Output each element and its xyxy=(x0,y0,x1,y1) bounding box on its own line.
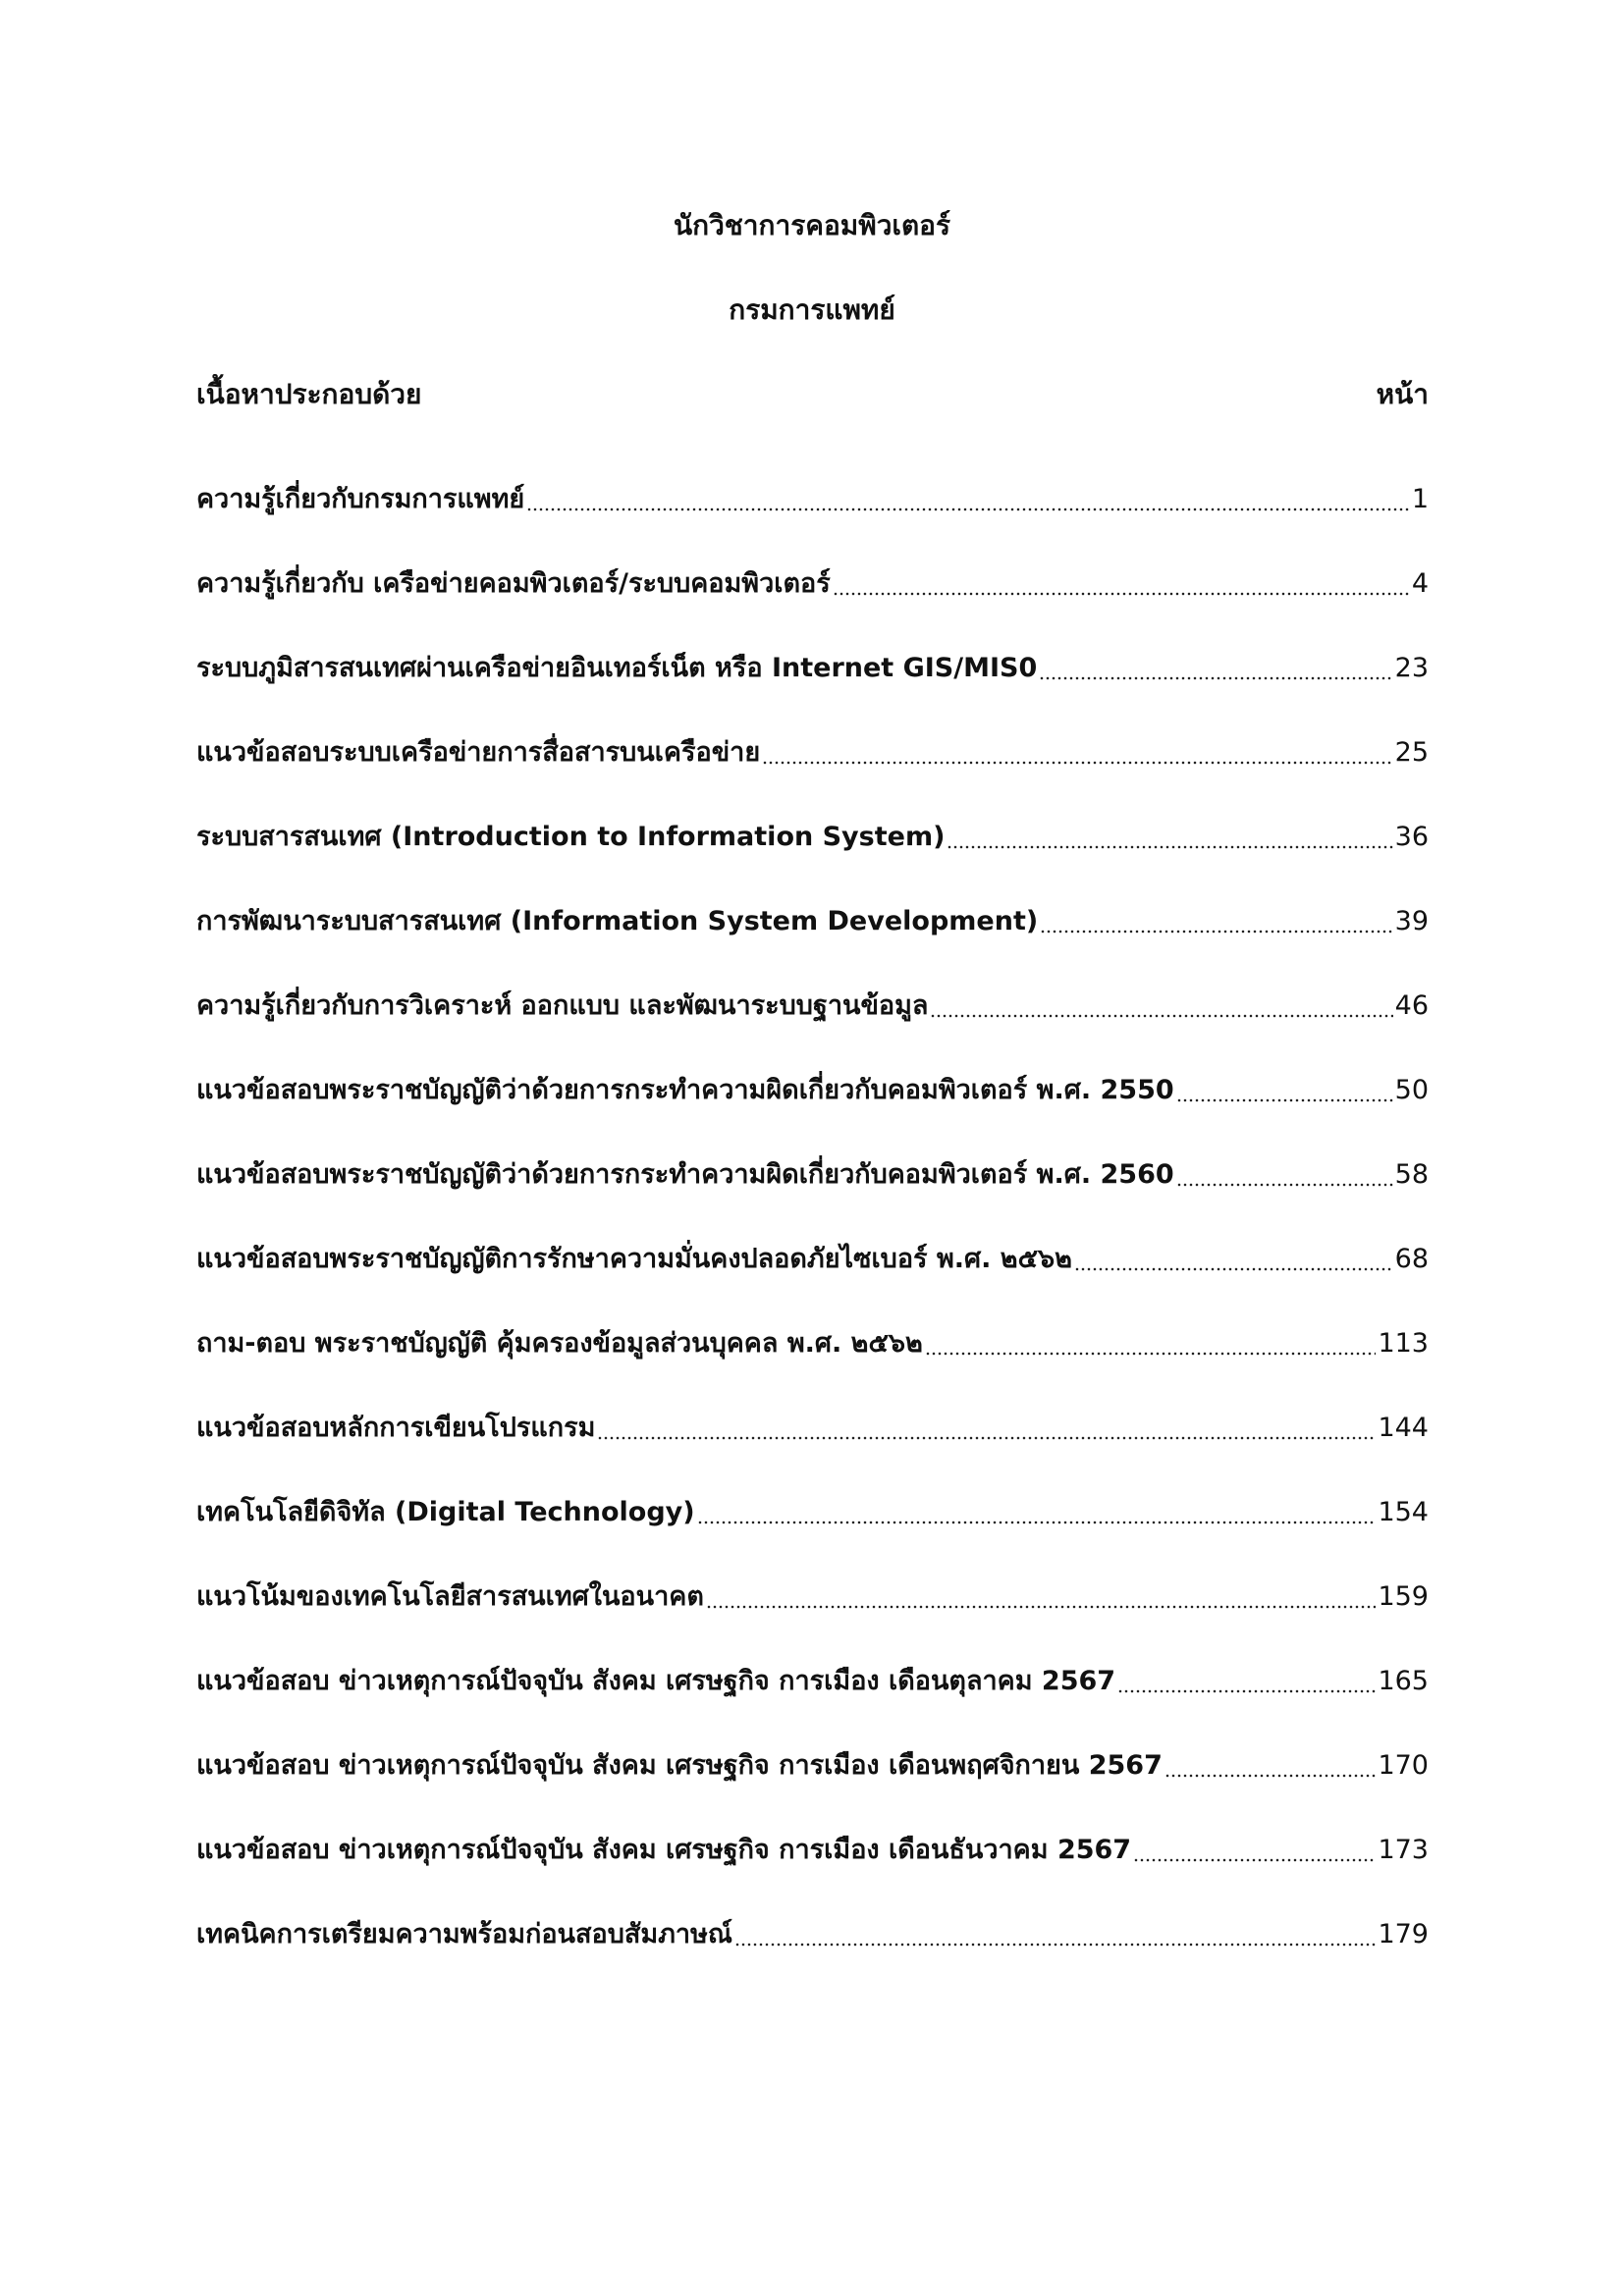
dot-leader xyxy=(1176,1182,1393,1188)
toc-entry-title: แนวข้อสอบ ข่าวเหตุการณ์ปัจจุบัน สังคม เศรษฐกิจ การเมือง เดือนธันวาคม 2567 xyxy=(196,1835,1132,1865)
toc-entry-title: การพัฒนาระบบสารสนเทศ (Information System Development) xyxy=(196,906,1039,936)
toc-entry-title: แนวข้อสอบพระราชบัญญัติว่าด้วยการกระทำความผิดเกี่ยวกับคอมพิวเตอร์ พ.ศ. 2550 xyxy=(196,1075,1174,1105)
toc-entry-title: ความรู้เกี่ยวกับการวิเคราะห์ ออกแบบ และพัฒนาระบบฐานข้อมูล xyxy=(196,990,929,1021)
toc-entry-page-number: 165 xyxy=(1378,1666,1429,1696)
toc-entry[interactable] xyxy=(196,1724,1429,1808)
toc-page-heading: หน้า xyxy=(1376,378,1429,410)
toc-entry-page-number: 50 xyxy=(1394,1075,1429,1105)
toc-entry[interactable] xyxy=(196,1133,1429,1217)
toc-entry[interactable] xyxy=(196,880,1429,964)
dot-leader xyxy=(947,844,1392,850)
toc-entry[interactable] xyxy=(196,1302,1429,1386)
toc-entry-page-number: 58 xyxy=(1394,1159,1429,1190)
toc-entry[interactable] xyxy=(196,1893,1429,1977)
toc-entry[interactable] xyxy=(196,1470,1429,1555)
dot-leader xyxy=(1164,1773,1377,1779)
toc-entry-page-number: 154 xyxy=(1378,1497,1429,1527)
dot-leader xyxy=(526,507,1410,512)
toc-entry-page-number: 159 xyxy=(1378,1581,1429,1612)
toc-entry[interactable] xyxy=(196,1048,1429,1133)
dot-leader xyxy=(762,760,1392,766)
toc-entry[interactable] xyxy=(196,1808,1429,1893)
toc-entry-title: แนวข้อสอบพระราชบัญญัติการรักษาความมั่นคงปลอดภัยไซเบอร์ พ.ศ. ๒๕๖๒ xyxy=(196,1244,1072,1274)
dot-leader xyxy=(833,591,1410,597)
toc-entry[interactable] xyxy=(196,795,1429,880)
toc-entry-page-number: 23 xyxy=(1394,653,1429,683)
dot-leader xyxy=(597,1435,1376,1441)
toc-entry[interactable] xyxy=(196,964,1429,1048)
dot-leader xyxy=(930,1013,1392,1019)
toc-entry-title: แนวข้อสอบหลักการเขียนโปรแกรม xyxy=(196,1413,596,1443)
toc-entry-page-number: 179 xyxy=(1378,1919,1429,1949)
document-title: นักวิชาการคอมพิวเตอร์ xyxy=(673,209,951,241)
toc-entry-page-number: 113 xyxy=(1378,1328,1429,1359)
dot-leader xyxy=(706,1604,1377,1610)
toc-entry-title: แนวข้อสอบระบบเครือข่ายการสื่อสารบนเครือข่าย xyxy=(196,737,761,768)
toc-entry-title: ความรู้เกี่ยวกับ เครือข่ายคอมพิวเตอร์/ระบบคอมพิวเตอร์ xyxy=(196,568,831,599)
table-of-contents xyxy=(196,457,1429,1977)
dot-leader xyxy=(697,1520,1377,1525)
toc-entry[interactable] xyxy=(196,1386,1429,1470)
toc-entry-page-number: 170 xyxy=(1378,1750,1429,1781)
toc-entry-title: ถาม-ตอบ พระราชบัญญัติ คุ้มครองข้อมูลส่วนบุคคล พ.ศ. ๒๕๖๒ xyxy=(196,1328,923,1359)
toc-header xyxy=(196,373,1429,416)
toc-entry-page-number: 173 xyxy=(1378,1835,1429,1865)
toc-entry-page-number: 39 xyxy=(1394,906,1429,936)
document-subtitle: กรมการแพทย์ xyxy=(729,294,895,326)
toc-entry[interactable] xyxy=(196,711,1429,795)
toc-entry-title: แนวโน้มของเทคโนโลยีสารสนเทศในอนาคต xyxy=(196,1581,704,1612)
dot-leader xyxy=(734,1942,1377,1948)
toc-entry-page-number: 144 xyxy=(1378,1413,1429,1443)
dot-leader xyxy=(925,1351,1377,1357)
dot-leader xyxy=(1040,929,1392,934)
toc-entry-page-number: 25 xyxy=(1394,737,1429,768)
toc-entry-title: ความรู้เกี่ยวกับกรมการแพทย์ xyxy=(196,484,525,514)
dot-leader xyxy=(1117,1688,1376,1694)
toc-entry-title: เทคโนโลยีดิจิทัล (Digital Technology) xyxy=(196,1497,695,1527)
toc-entry[interactable] xyxy=(196,1555,1429,1639)
toc-entry-title: แนวข้อสอบ ข่าวเหตุการณ์ปัจจุบัน สังคม เศรษฐกิจ การเมือง เดือนพฤศจิกายน 2567 xyxy=(196,1750,1163,1781)
toc-entry-title: เทคนิคการเตรียมความพร้อมก่อนสอบสัมภาษณ์ xyxy=(196,1919,732,1949)
toc-entry-page-number: 4 xyxy=(1411,568,1429,599)
toc-entry[interactable] xyxy=(196,457,1429,542)
dot-leader xyxy=(1176,1097,1393,1103)
toc-entry-page-number: 46 xyxy=(1394,990,1429,1021)
toc-entry-title: ระบบสารสนเทศ (Introduction to Information System) xyxy=(196,822,946,852)
dot-leader xyxy=(1074,1266,1393,1272)
toc-entry-title: แนวข้อสอบพระราชบัญญัติว่าด้วยการกระทำความผิดเกี่ยวกับคอมพิวเตอร์ พ.ศ. 2560 xyxy=(196,1159,1174,1190)
toc-entry[interactable] xyxy=(196,542,1429,626)
toc-heading: เนื้อหาประกอบด้วย xyxy=(196,378,422,410)
toc-entry-page-number: 36 xyxy=(1394,822,1429,852)
toc-entry[interactable] xyxy=(196,1217,1429,1302)
toc-entry-title: แนวข้อสอบ ข่าวเหตุการณ์ปัจจุบัน สังคม เศรษฐกิจ การเมือง เดือนตุลาคม 2567 xyxy=(196,1666,1116,1696)
toc-entry-page-number: 68 xyxy=(1394,1244,1429,1274)
dot-leader xyxy=(1133,1857,1376,1863)
toc-entry[interactable] xyxy=(196,626,1429,711)
toc-entry-page-number: 1 xyxy=(1411,484,1429,514)
toc-entry[interactable] xyxy=(196,1639,1429,1724)
toc-entry-title: ระบบภูมิสารสนเทศผ่านเครือข่ายอินเทอร์เน็ต หรือ Internet GIS/MIS0 xyxy=(196,653,1038,683)
dot-leader xyxy=(1039,675,1392,681)
